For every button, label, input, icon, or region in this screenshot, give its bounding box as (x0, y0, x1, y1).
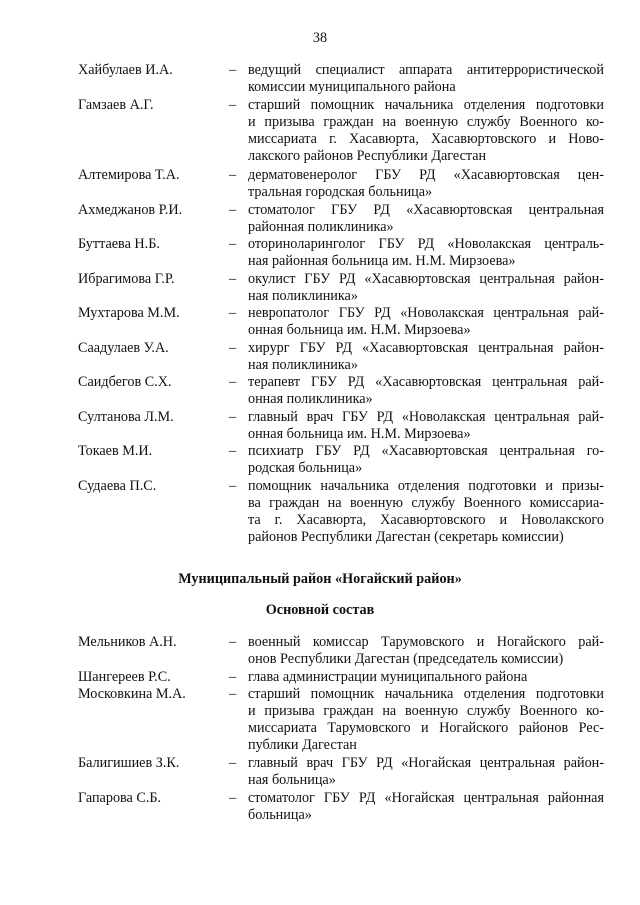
position-line: онная больница им. Н.М. Мирзоева» (248, 426, 471, 442)
member-position (248, 202, 604, 236)
position-line: тральная городская больница» (248, 184, 433, 200)
member-name: Ахмеджанов Р.И. (78, 202, 183, 218)
position-line: главный врач ГБУ РД «Новолакская центральная рай- (248, 409, 604, 425)
position-line: ная больница» (248, 772, 336, 788)
position-line: психиатр ГБУ РД «Хасавюртовская центральная го- (248, 443, 604, 459)
dash-separator: – (229, 478, 237, 494)
position-line: старший помощник начальника отделения подготовки (248, 97, 604, 113)
member-name: Гамзаев А.Г. (78, 97, 154, 113)
member-name: Саадулаев У.А. (78, 340, 169, 356)
dash-separator: – (229, 409, 237, 425)
member-position (248, 97, 604, 165)
position-line: онов Республики Дагестан (председатель комиссии) (248, 651, 564, 667)
dash-separator: – (229, 340, 237, 356)
member-position (248, 634, 604, 668)
dash-separator: – (229, 790, 237, 806)
member-position (248, 755, 604, 789)
dash-separator: – (229, 62, 237, 78)
position-line: главный врач ГБУ РД «Ногайская центральная район- (248, 755, 604, 771)
position-line: хирург ГБУ РД «Хасавюртовская центральная район- (248, 340, 604, 356)
dash-separator: – (229, 634, 237, 650)
dash-separator: – (229, 374, 237, 390)
position-line: публики Дагестан (248, 737, 357, 753)
position-line: и призыва граждан на военную службу Военного ко- (248, 703, 604, 719)
dash-separator: – (229, 202, 237, 218)
position-line: оториноларинголог ГБУ РД «Новолакская централь- (248, 236, 604, 252)
dash-separator: – (229, 167, 237, 183)
member-position (248, 305, 604, 339)
member-position (248, 409, 604, 443)
position-line: терапевт ГБУ РД «Хасавюртовская центральная рай- (248, 374, 604, 390)
member-position (248, 340, 604, 374)
member-position (248, 478, 604, 546)
position-line: окулист ГБУ РД «Хасавюртовская центральная район- (248, 271, 604, 287)
member-position (248, 236, 604, 270)
member-position (248, 271, 604, 305)
composition-heading: Основной состав (265, 602, 375, 618)
member-position (248, 62, 604, 96)
member-name: Ибрагимова Г.Р. (78, 271, 175, 287)
dash-separator: – (229, 305, 237, 321)
position-line: больница» (248, 807, 312, 823)
member-name: Московкина М.А. (78, 686, 186, 702)
dash-separator: – (229, 443, 237, 459)
member-position (248, 790, 604, 824)
member-position (248, 669, 604, 686)
member-name: Буттаева Н.Б. (78, 236, 160, 252)
member-name: Судаева П.С. (78, 478, 157, 494)
position-line: ная поликлиника» (248, 357, 358, 373)
member-name: Токаев М.И. (78, 443, 153, 459)
position-line: лакского районов Республики Дагестан (248, 148, 487, 164)
position-line: районная поликлиника» (248, 219, 394, 235)
position-line: районов Республики Дагестан (секретарь комиссии) (248, 529, 564, 545)
district-heading: Муниципальный район «Ногайский район» (178, 571, 462, 587)
position-line: ная районная больница им. Н.М. Мирзоева» (248, 253, 516, 269)
dash-separator: – (229, 236, 237, 252)
dash-separator: – (229, 686, 237, 702)
member-name: Мельников А.Н. (78, 634, 177, 650)
position-line: дерматовенеролог ГБУ РД «Хасавюртовская цен- (248, 167, 604, 183)
position-line: онная больница им. Н.М. Мирзоева» (248, 322, 471, 338)
dash-separator: – (229, 97, 237, 113)
position-line: невропатолог ГБУ РД «Новолакская центральная рай- (248, 305, 604, 321)
position-line: ведущий специалист аппарата антитеррористической (248, 62, 604, 78)
member-name: Мухтарова М.М. (78, 305, 180, 321)
position-line: комиссии муниципального района (248, 79, 456, 95)
member-name: Алтемирова Т.А. (78, 167, 180, 183)
member-position (248, 443, 604, 477)
dash-separator: – (229, 271, 237, 287)
position-line: ва граждан на военную службу Военного комиссариа- (248, 495, 604, 511)
member-name: Султанова Л.М. (78, 409, 174, 425)
position-line: старший помощник начальника отделения подготовки (248, 686, 604, 702)
member-name: Шангереев Р.С. (78, 669, 171, 685)
position-line: родская больница» (248, 460, 363, 476)
member-name: Хайбулаев И.А. (78, 62, 173, 78)
member-name: Гапарова С.Б. (78, 790, 162, 806)
position-line: стоматолог ГБУ РД «Ногайская центральная районная (248, 790, 604, 806)
dash-separator: – (229, 755, 237, 771)
position-line: стоматолог ГБУ РД «Хасавюртовская центральная (248, 202, 604, 218)
position-line: помощник начальника отделения подготовки и призы- (248, 478, 604, 494)
position-line: военный комиссар Тарумовского и Ногайского рай- (248, 634, 604, 650)
member-name: Саидбегов С.Х. (78, 374, 172, 390)
position-line: глава администрации муниципального района (248, 669, 528, 685)
member-position (248, 686, 604, 754)
member-position (248, 167, 604, 201)
position-line: та г. Хасавюрта, Хасавюртовского и Новолакского (248, 512, 604, 528)
position-line: и призыва граждан на военную службу Военного ко- (248, 114, 604, 130)
position-line: ная поликлиника» (248, 288, 358, 304)
position-line: миссариата Тарумовского и Ногайского районов Рес- (248, 720, 604, 736)
member-name: Балигишиев З.К. (78, 755, 180, 771)
position-line: онная поликлиника» (248, 391, 373, 407)
page-number: 38 (312, 30, 328, 46)
position-line: миссариата г. Хасавюрта, Хасавюртовского и Ново- (248, 131, 604, 147)
member-position (248, 374, 604, 408)
dash-separator: – (229, 669, 237, 685)
